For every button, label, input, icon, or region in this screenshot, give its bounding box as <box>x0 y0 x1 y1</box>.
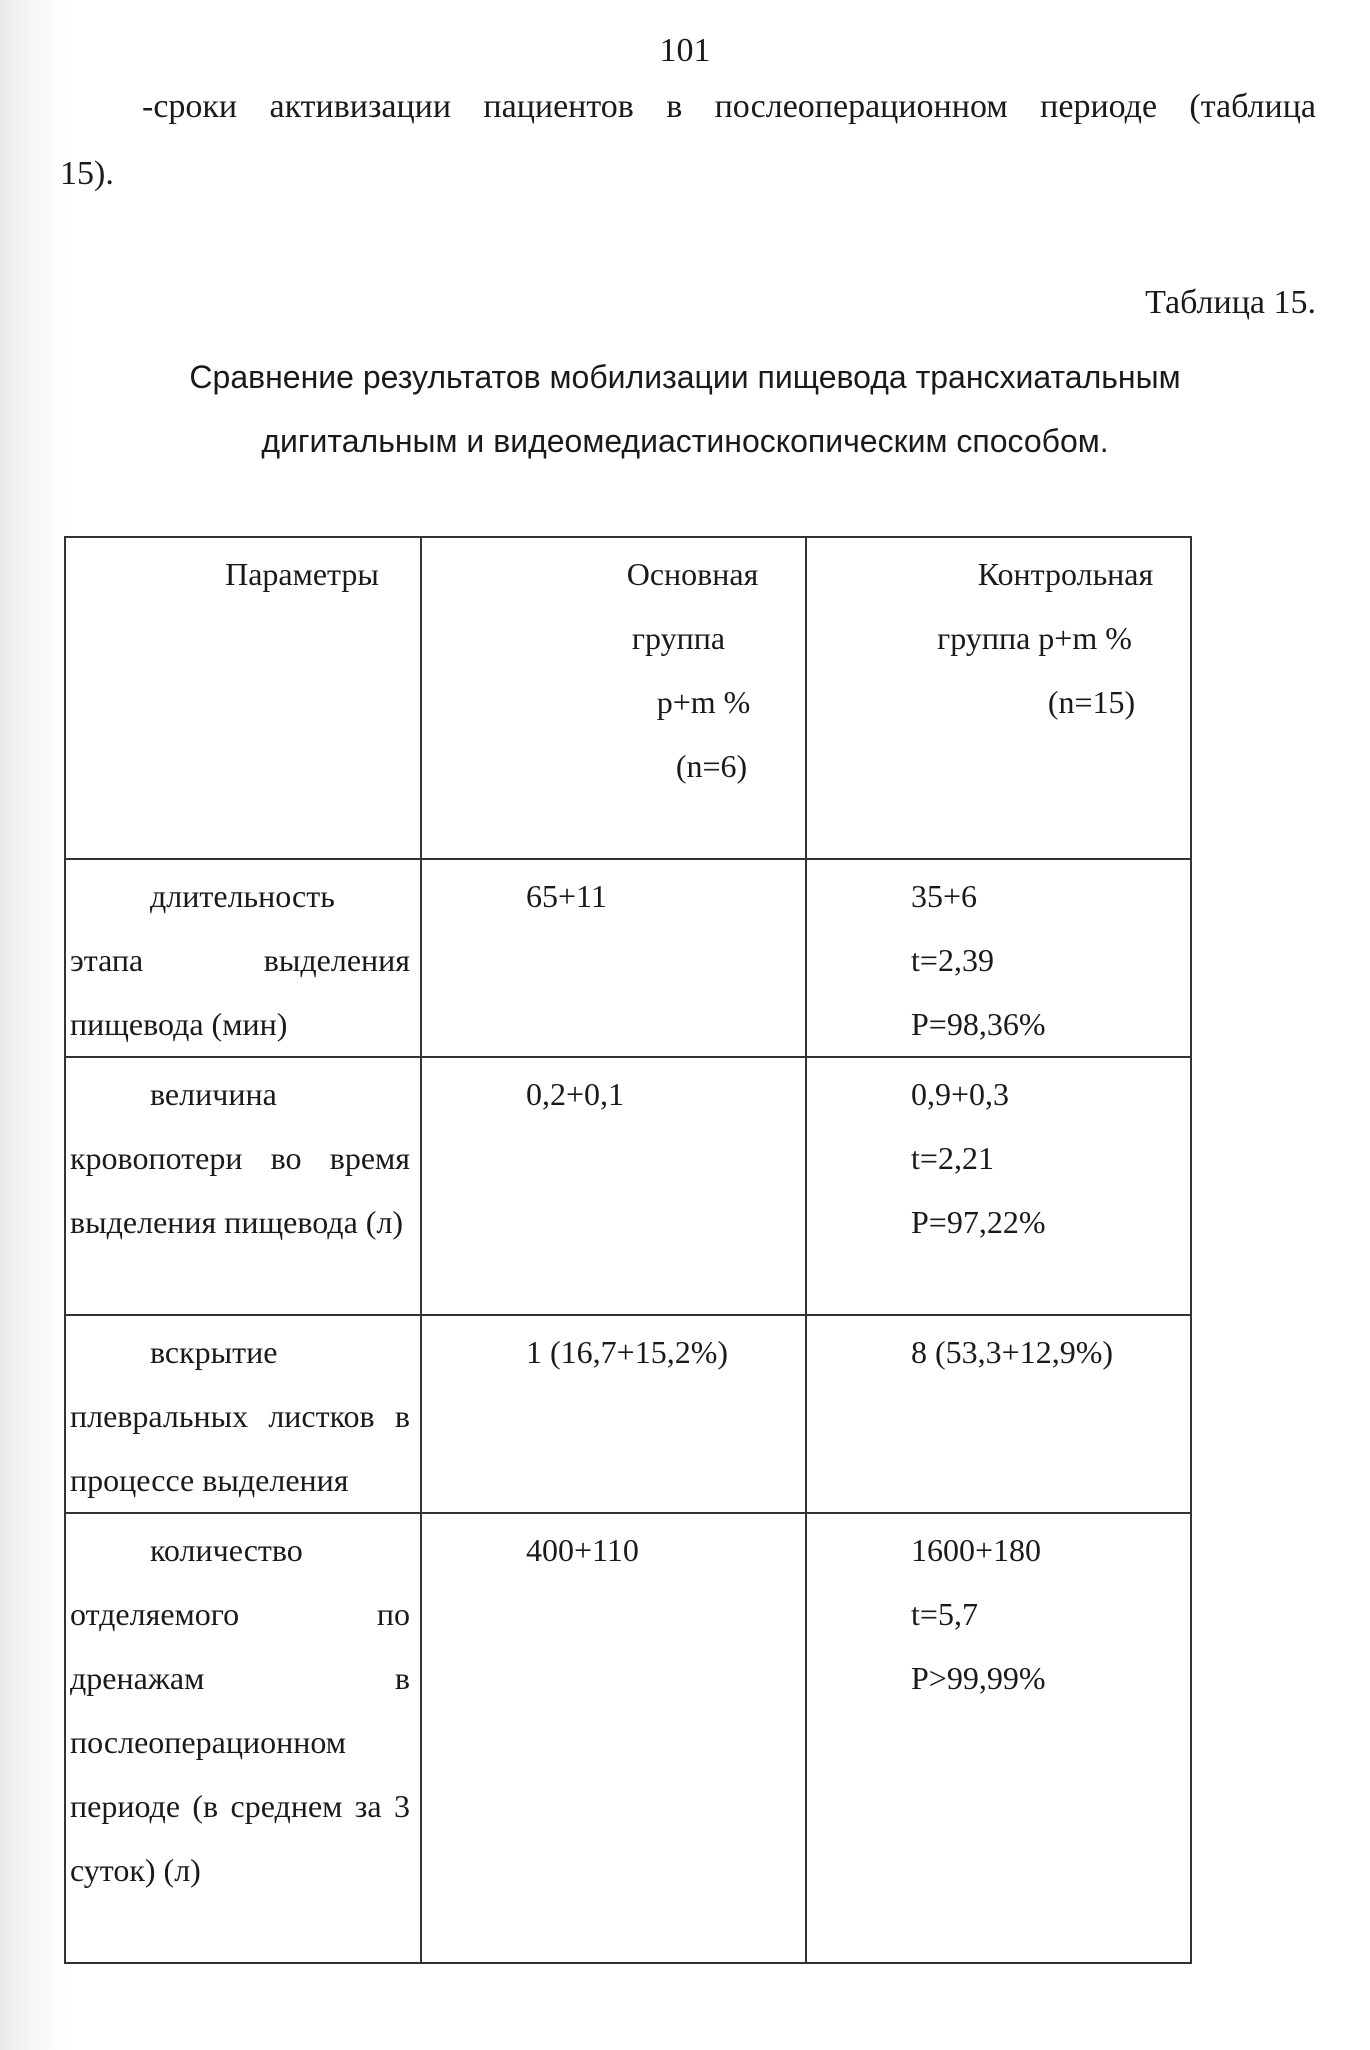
control-p-value: P=97,22% <box>911 1204 1046 1240</box>
control-value: 35+6 <box>911 878 978 914</box>
control-value: 8 (53,3+12,9%) <box>911 1334 1114 1370</box>
control-group-cell <box>806 859 1191 1057</box>
param-text: величина кровопотери во время выделения пищевода (л) <box>70 1076 410 1240</box>
table-header-row <box>65 537 1191 859</box>
control-group-cell <box>806 1057 1191 1315</box>
table-row <box>65 1315 1191 1513</box>
main-value: 400+110 <box>526 1532 639 1568</box>
param-cell <box>65 1513 421 1963</box>
header-control-line-1: Контрольная <box>977 556 1154 592</box>
control-p-value: P=98,36% <box>911 1006 1046 1042</box>
control-value: 0,9+0,3 <box>911 1076 1010 1112</box>
main-group-cell <box>421 1057 806 1315</box>
header-main-line-1: Основная <box>626 556 759 592</box>
control-t-value: t=2,21 <box>911 1140 994 1176</box>
main-value: 1 (16,7+15,2%) <box>526 1334 729 1370</box>
header-main-group <box>421 537 806 859</box>
main-group-cell <box>421 1315 806 1513</box>
header-control-line-3: (n=15) <box>1047 684 1136 720</box>
table-title-line-1: Сравнение результатов мобилизации пищевода трансхиатальным <box>189 359 1181 395</box>
page-number: 101 <box>659 32 711 69</box>
comparison-table <box>64 536 1192 1964</box>
table-title <box>0 345 1370 473</box>
table-row <box>65 1513 1191 1963</box>
table-label: Таблица 15. <box>1145 284 1316 321</box>
param-text: вскрытие плевральных листков в процессе выделения <box>70 1334 410 1498</box>
control-p-value: P>99,99% <box>911 1660 1046 1696</box>
header-parameters-label: Параметры <box>225 556 379 592</box>
main-group-cell <box>421 1513 806 1963</box>
header-main-line-2: группа <box>631 620 726 656</box>
header-control-group <box>806 537 1191 859</box>
param-cell <box>65 1057 421 1315</box>
header-main-line-4: (n=6) <box>675 748 748 784</box>
param-cell <box>65 1315 421 1513</box>
param-text: количество отделяемого по дренажам в послеоперационном периоде (в среднем за 3 суток) (л) <box>70 1532 410 1888</box>
main-value: 65+11 <box>526 878 607 914</box>
intro-text: -сроки активизации пациентов в послеоперационном периоде (таблица <box>142 88 1316 125</box>
control-t-value: t=5,7 <box>911 1596 978 1632</box>
control-value: 1600+180 <box>911 1532 1042 1568</box>
main-value: 0,2+0,1 <box>526 1076 625 1112</box>
header-parameters <box>65 537 421 859</box>
param-text: длительность этапа выделения пищевода (мин) <box>70 878 410 1042</box>
main-group-cell <box>421 859 806 1057</box>
table-title-line-2: дигитальным и видеомедиастиноскопическим способом. <box>261 423 1109 459</box>
param-cell <box>65 859 421 1057</box>
header-main-line-3: p+m % <box>656 684 751 720</box>
table-row <box>65 1057 1191 1315</box>
control-t-value: t=2,39 <box>911 942 994 978</box>
control-group-cell <box>806 1513 1191 1963</box>
intro-text-continuation: 15). <box>60 155 114 192</box>
table-row <box>65 859 1191 1057</box>
control-group-cell <box>806 1315 1191 1513</box>
header-control-line-2: группа p+m % <box>937 620 1132 656</box>
